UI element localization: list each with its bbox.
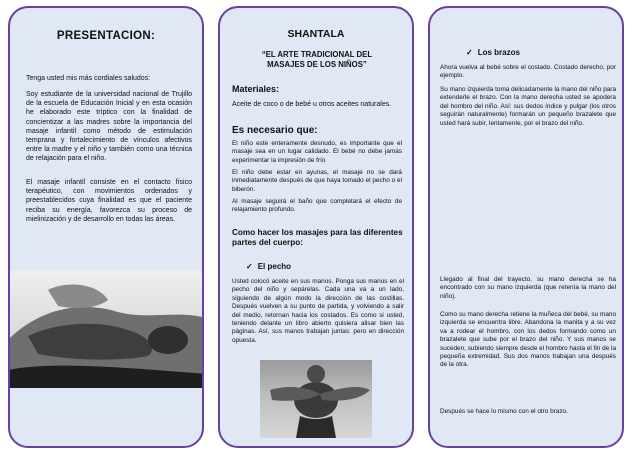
chest-text: Usted colocó aceite en sus manos. Ponga sus manos en el pecho del niño y sepárelas. Cada una va a un lado, siguiendo de algún modo la dirección de las costillas. Después vuelven a su punto de partida, y volviendo a salir del medio, retornan hacia los costados. Es como si usted, teniendo delante un libro abierto quisiera alisar bien las páginas. Así, sus manos trabajan juntas: pero en dirección opuesta. [232,278,404,344]
chest-item [246,262,291,271]
arms-label: Los brazos [477,48,520,57]
panel-presentation [8,6,204,448]
arms-step-1: Ahora vuelva al bebé sobre el costado. Costado derecho, por ejemplo. [440,64,616,80]
checkmark-icon: ✓ [466,48,473,57]
necessary-item-2: El niño debe estar en ayunas, el masaje no se dará inmediatamente después de que haya tomado el pecho o el biberón. [232,169,402,193]
massage-definition-paragraph: El masaje infantil consiste en el contacto físico terapéutico, con movimientos ordenados y preestablecidos cuya finalidad es que el paciente reciba su energía, favorezca su proceso de mielinización y de desarrollo en todas las áreas. [26,179,192,223]
materials-heading: Materiales: [232,84,280,94]
arms-step-3: Llegado al final del trayecto, su mano derecha se ha encontrado con su mano izquierda (que retenía la mano del niño). [440,276,616,300]
necessary-item-3: Al masaje seguirá el baño que completará el efecto de relajamiento profundo. [232,198,402,214]
greeting-text: Tenga usted mis más cordiales saludos: [26,75,151,82]
arms-step-5: Después se hace lo mismo con el otro brazo. [440,408,568,415]
baby-massage-photo [260,360,372,438]
arms-step-4: Como su mano derecha retiene la muñeca del bebé, su mano izquierda se encuentra libre. Abandona la manita y a su vez va a rodear el hombro, con los dedos formando como un brazalete que sube por el brazo del niño. Y sus manos se suceden, subiendo siempre desde el hombro hasta el fin de la pequeña extremidad. Sus dos manos trabajan una después de la otra. [440,311,616,369]
mother-massaging-baby-photo [8,270,204,388]
checkmark-icon: ✓ [246,262,253,271]
chest-label: El pecho [257,262,292,271]
presentation-title: PRESENTACION: [56,30,156,42]
necessary-item-1: El niño este enteramente desnudo, es importante que el masaje sea en un lugar calidado. El bebé no debe jamás experimentar la impresión de frío [232,140,402,164]
panel-arms [428,6,624,448]
panel-shantala [218,6,414,448]
intro-paragraph: Soy estudiante de la universidad nacional de Trujillo de la escuela de Educación Inicial y en esta ocasión he elaborado este tríptico con la finalidad de concientizar a las madres sobre la importancia del masaje infantil como método de estimulación temprana y fortalecimiento de vínculos afectivos entre la madre y el niño y también como una técnica de relajación para el niño. [26,91,192,163]
arms-step-2: Su mano izquierda toma delicadamente la mano del niño para extenderle el brazo. Con la mano derecha usted se apodera del hombro del niño. Así: sus dedos índice y pulgar (los otros seguirán naturalmente) formarán un pequeño brazalete que usted hará subir, lentamente, por el brazo del niño. [440,86,616,127]
necessary-heading: Es necesario que: [232,125,318,136]
materials-text: Aceite de coco o de bebé u otros aceites naturales. [232,101,392,108]
shantala-title: SHANTALA [287,28,345,40]
shantala-subtitle: “EL ARTE TRADICIONAL DEL MASAJES DE LOS NIÑOS” [261,50,373,69]
how-to-heading: Como hacer los masajes para las diferentes partes del cuerpo: [232,228,403,247]
arms-item [466,48,520,57]
